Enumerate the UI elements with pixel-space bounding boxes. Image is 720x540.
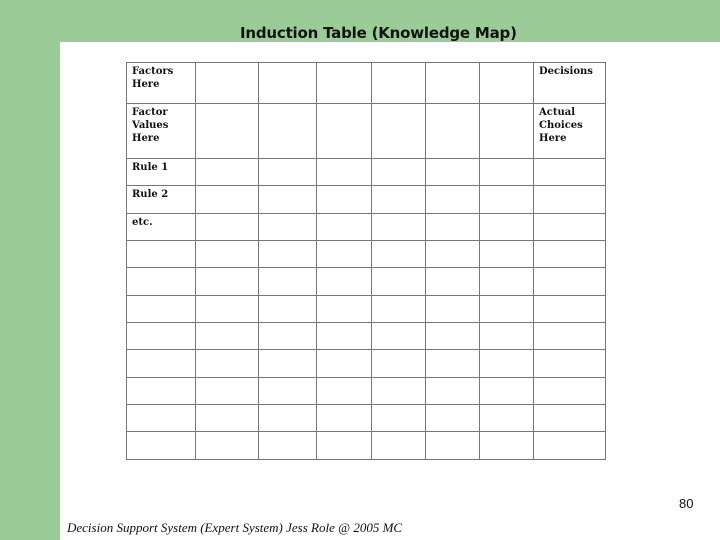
page-number: 80 bbox=[679, 496, 694, 511]
table-row bbox=[127, 241, 606, 268]
decisions-header-cell bbox=[534, 63, 606, 104]
footer-text: Decision Support System (Expert System) Jess Role @ 2005 MC bbox=[67, 520, 403, 535]
table-row-etc bbox=[127, 214, 606, 241]
actual-choices-cell bbox=[534, 104, 606, 159]
table-row-values bbox=[127, 104, 606, 159]
table-row-factors bbox=[127, 63, 606, 104]
rule-label: etc. bbox=[132, 217, 153, 228]
rule-label: Rule 2 bbox=[132, 189, 169, 200]
table-row bbox=[127, 350, 606, 378]
factors-header-cell bbox=[127, 63, 196, 104]
factors-label: Factors Here bbox=[132, 66, 174, 90]
induction-table bbox=[126, 62, 606, 460]
table-row bbox=[127, 323, 606, 350]
factor-values-label: Factor Values Here bbox=[132, 107, 169, 144]
actual-choices-label: Actual Choices Here bbox=[539, 107, 583, 144]
table-row-rule-1 bbox=[127, 159, 606, 186]
table-row bbox=[127, 268, 606, 296]
page-title: Induction Table (Knowledge Map) bbox=[240, 24, 517, 42]
table-row bbox=[127, 432, 606, 460]
table-row bbox=[127, 405, 606, 432]
decisions-label: Decisions bbox=[539, 66, 593, 77]
factor-values-cell bbox=[127, 104, 196, 159]
table-row bbox=[127, 378, 606, 405]
rule-label: Rule 1 bbox=[132, 162, 169, 173]
table-row-rule-2 bbox=[127, 186, 606, 214]
table-row bbox=[127, 296, 606, 323]
